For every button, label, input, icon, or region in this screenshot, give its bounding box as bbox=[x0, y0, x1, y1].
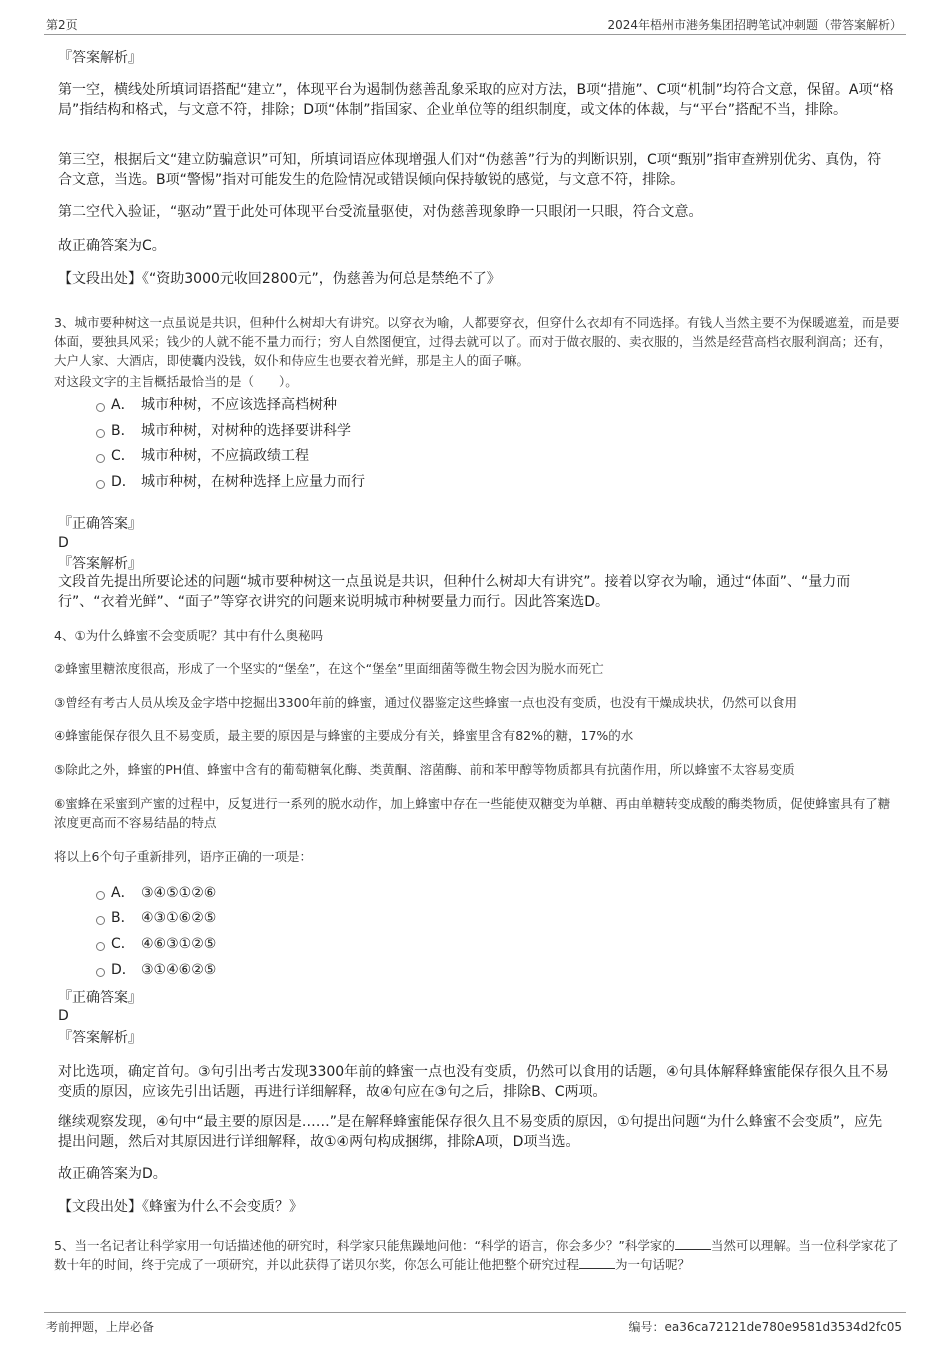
page-footer bbox=[44, 1312, 906, 1337]
sentence-4: ④蜂蜜能保存很久且不易变质，最主要的原因是与蜂蜜的主要成分有关，蜂蜜里含有82%的糖，17%的水 bbox=[54, 728, 634, 743]
sentence-2: ②蜂蜜里糖浓度很高，形成了一个坚实的“堡垒”，在这个“堡垒”里面细菌等微生物会因为脱水而死亡 bbox=[54, 661, 604, 676]
radio-icon[interactable] bbox=[96, 891, 105, 900]
option-c[interactable]: C． 城市种树，不应搞政绩工程 bbox=[96, 446, 309, 466]
answer-conclusion: 故正确答案为D。 bbox=[58, 1166, 167, 1182]
analysis-paragraph: 文段首先提出所要论述的问题“城市要种树这一点虽说是共识，但种什么树却大有讲究”。接着以穿衣为喻，通过“体面”、“量力而行”、“衣着光鲜”、“面子”等穿衣讲究的问题来说明城市种树要量力而行。因此答案选D。 bbox=[58, 574, 851, 610]
radio-icon[interactable] bbox=[96, 429, 105, 438]
radio-icon[interactable] bbox=[96, 968, 105, 977]
analysis-paragraph: 第二空代入验证，“驱动”置于此处可体现平台受流量驱使，对伪慈善现象睁一只眼闭一只眼，符合文意。 bbox=[58, 204, 703, 220]
radio-icon[interactable] bbox=[96, 403, 105, 412]
radio-icon[interactable] bbox=[96, 454, 105, 463]
page-number: 第2页 bbox=[46, 18, 78, 32]
radio-icon[interactable] bbox=[96, 480, 105, 489]
answer-conclusion: 故正确答案为C。 bbox=[58, 238, 166, 254]
analysis-paragraph: 第三空，根据后文“建立防骗意识”可知，所填词语应体现增强人们对“伪慈善”行为的判断识别，C项“甄别”指审查辨别优劣、真伪，符合文意，当选。B项“警惕”指对可能发生的危险情况或错误倾向保持敏锐的感觉，与文意不符，排除。 bbox=[58, 152, 882, 188]
question-prompt: 将以上6个句子重新排列，语序正确的一项是： bbox=[54, 849, 312, 864]
correct-answer: D bbox=[58, 535, 69, 551]
option-a[interactable]: A． 城市种树，不应该选择高档树种 bbox=[96, 395, 337, 415]
option-a[interactable]: A． ③④⑤①②⑥ bbox=[96, 883, 216, 903]
source-citation: 【文段出处】《“资助3000元收回2800元”，伪慈善为何总是禁绝不了》 bbox=[58, 271, 501, 287]
analysis-paragraph: 继续观察发现，④句中“最主要的原因是……”是在解释蜂蜜能保存很久且不易变质的原因，①句提出问题“为什么蜂蜜不会变质”，应先提出问题，然后对其原因进行详细解释，故①④两句构成捆绑，排除A项，D项当选。 bbox=[58, 1114, 883, 1150]
sentence-3: ③曾经有考古人员从埃及金字塔中挖掘出3300年前的蜂蜜，通过仪器鉴定这些蜂蜜一点也没有变质，也没有干燥成块状，仍然可以食用 bbox=[54, 695, 798, 710]
correct-answer-label: 『正确答案』 bbox=[58, 516, 142, 532]
question-stem: 3、城市要种树这一点虽说是共识，但种什么树却大有讲究。以穿衣为喻，人都要穿衣，但穿什么衣却有不同选择。有钱人当然主要不为保暖遮羞，而是要体面，要独具风采；钱少的人就不能不量力而行；穷人自然图便宜，过得去就可以了。而对于做衣服的、卖衣服的，当然是经营高档衣服利润高；还有，大户人家、大酒店，即使囊内没钱，奴仆和侍应生也要衣着光鲜，那是主人的面子嘛。 bbox=[54, 315, 900, 368]
analysis-label: 『答案解析』 bbox=[58, 556, 142, 572]
option-d[interactable]: D． ③①④⑥②⑤ bbox=[96, 960, 216, 980]
correct-answer-label: 『正确答案』 bbox=[58, 990, 142, 1006]
question-intro: 4、①为什么蜂蜜不会变质呢？其中有什么奥秘吗 bbox=[54, 628, 324, 643]
option-c[interactable]: C． ④⑥③①②⑤ bbox=[96, 934, 216, 954]
analysis-label: 『答案解析』 bbox=[58, 1030, 142, 1046]
sentence-5: ⑤除此之外，蜂蜜的PH值、蜂蜜中含有的葡萄糖氧化酶、类黄酮、溶菌酶、前和苯甲醇等物质都具有抗菌作用，所以蜂蜜不太容易变质 bbox=[54, 762, 795, 777]
radio-icon[interactable] bbox=[96, 942, 105, 951]
option-b[interactable]: B． 城市种树，对树种的选择要讲科学 bbox=[96, 421, 351, 441]
document-code: 编号：ea36ca72121de780e9581d3534d2fc05 bbox=[628, 1320, 902, 1334]
analysis-label: 『答案解析』 bbox=[58, 50, 142, 66]
analysis-paragraph: 对比选项，确定首句。③句引出考古发现3300年前的蜂蜜一点也没有变质，仍然可以食用的话题，④句具体解释蜂蜜能保存很久且不易变质的原因，应该先引出话题，再进行详细解释，故④句应在③句之后，排除B、C两项。 bbox=[58, 1064, 889, 1100]
question-prompt: 对这段文字的主旨概括最恰当的是（ ）。 bbox=[54, 374, 298, 389]
option-b[interactable]: B． ④③①⑥②⑤ bbox=[96, 908, 216, 928]
footer-slogan: 考前押题，上岸必备 bbox=[46, 1320, 155, 1334]
page-header bbox=[44, 14, 906, 35]
radio-icon[interactable] bbox=[96, 916, 105, 925]
fill-blank bbox=[579, 1256, 615, 1269]
question-stem: 5、当一名记者让科学家用一句话描述他的研究时，科学家只能焦躁地问他：“科学的语言，你会多少？”科学家的 当然可以理解。当一位科学家花了数十年的时间，终于完成了一项研究，并以此获得了诺贝尔奖，你怎么可能让他把整个研究过程 为一句话呢？ bbox=[54, 1238, 899, 1272]
analysis-paragraph: 第一空，横线处所填词语搭配“建立”，体现平台为遏制伪慈善乱象采取的应对方法，B项“措施”、C项“机制”均符合文意，保留。A项“格局”指结构和格式，与文意不符，排除；D项“体制”指国家、企业单位等的组织制度，或文体的体裁，与“平台”搭配不当，排除。 bbox=[58, 82, 894, 118]
document-title: 2024年梧州市港务集团招聘笔试冲刺题（带答案解析） bbox=[607, 18, 902, 32]
source-citation: 【文段出处】《蜂蜜为什么不会变质？》 bbox=[58, 1199, 303, 1215]
fill-blank bbox=[675, 1237, 711, 1250]
correct-answer: D bbox=[58, 1008, 69, 1024]
option-d[interactable]: D． 城市种树，在树种选择上应量力而行 bbox=[96, 472, 365, 492]
sentence-6: ⑥蜜蜂在采蜜到产蜜的过程中，反复进行一系列的脱水动作，加上蜂蜜中存在一些能使双糖变为单糖、再由单糖转变成酸的酶类物质，促使蜂蜜具有了糖浓度更高而不容易结晶的特点 bbox=[54, 796, 891, 830]
